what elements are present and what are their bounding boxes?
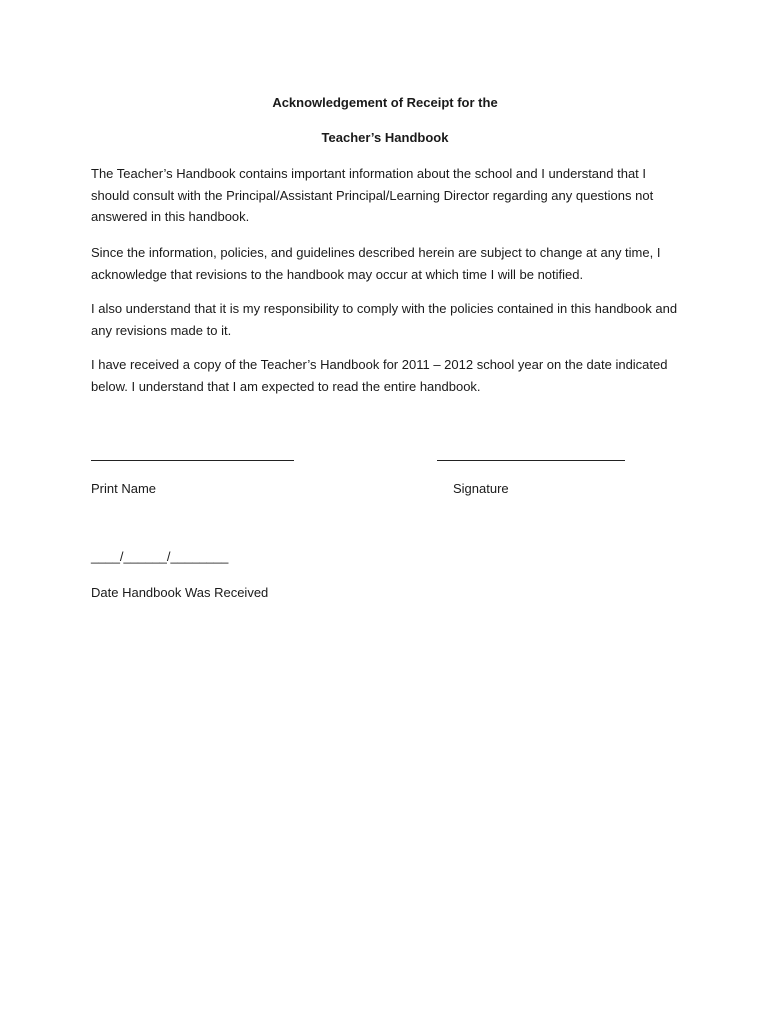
paragraph-policy-changes: Since the information, policies, and guidelines described herein are subject to change at any time, I acknowledge that revisions to the handbook may occur at which time I will be notified. <box>91 245 661 282</box>
paragraph-receipt: I have received a copy of the Teacher’s Handbook for 2011 – 2012 school year on the date indicated below. I understand that I am expected to read the entire handbook. <box>91 357 668 394</box>
date-received-blanks[interactable]: ____/______/________ <box>91 549 229 564</box>
signature-line[interactable] <box>437 460 625 461</box>
document-title-line-2: Teacher’s Handbook <box>321 130 449 145</box>
print-name-label: Print Name <box>91 481 157 496</box>
signature-label: Signature <box>453 481 509 496</box>
document-title-line-1: Acknowledgement of Receipt for the <box>272 95 498 110</box>
date-received-label: Date Handbook Was Received <box>91 585 269 600</box>
paragraph-handbook-info: The Teacher’s Handbook contains important information about the school and I understand that I should consult with the Principal/Assistant Principal/Learning Director regarding any questions not answered in this handbook. <box>91 166 654 224</box>
print-name-line[interactable] <box>91 460 294 461</box>
paragraph-responsibility: I also understand that it is my responsibility to comply with the policies contained in this handbook and any revisions made to it. <box>91 301 678 338</box>
